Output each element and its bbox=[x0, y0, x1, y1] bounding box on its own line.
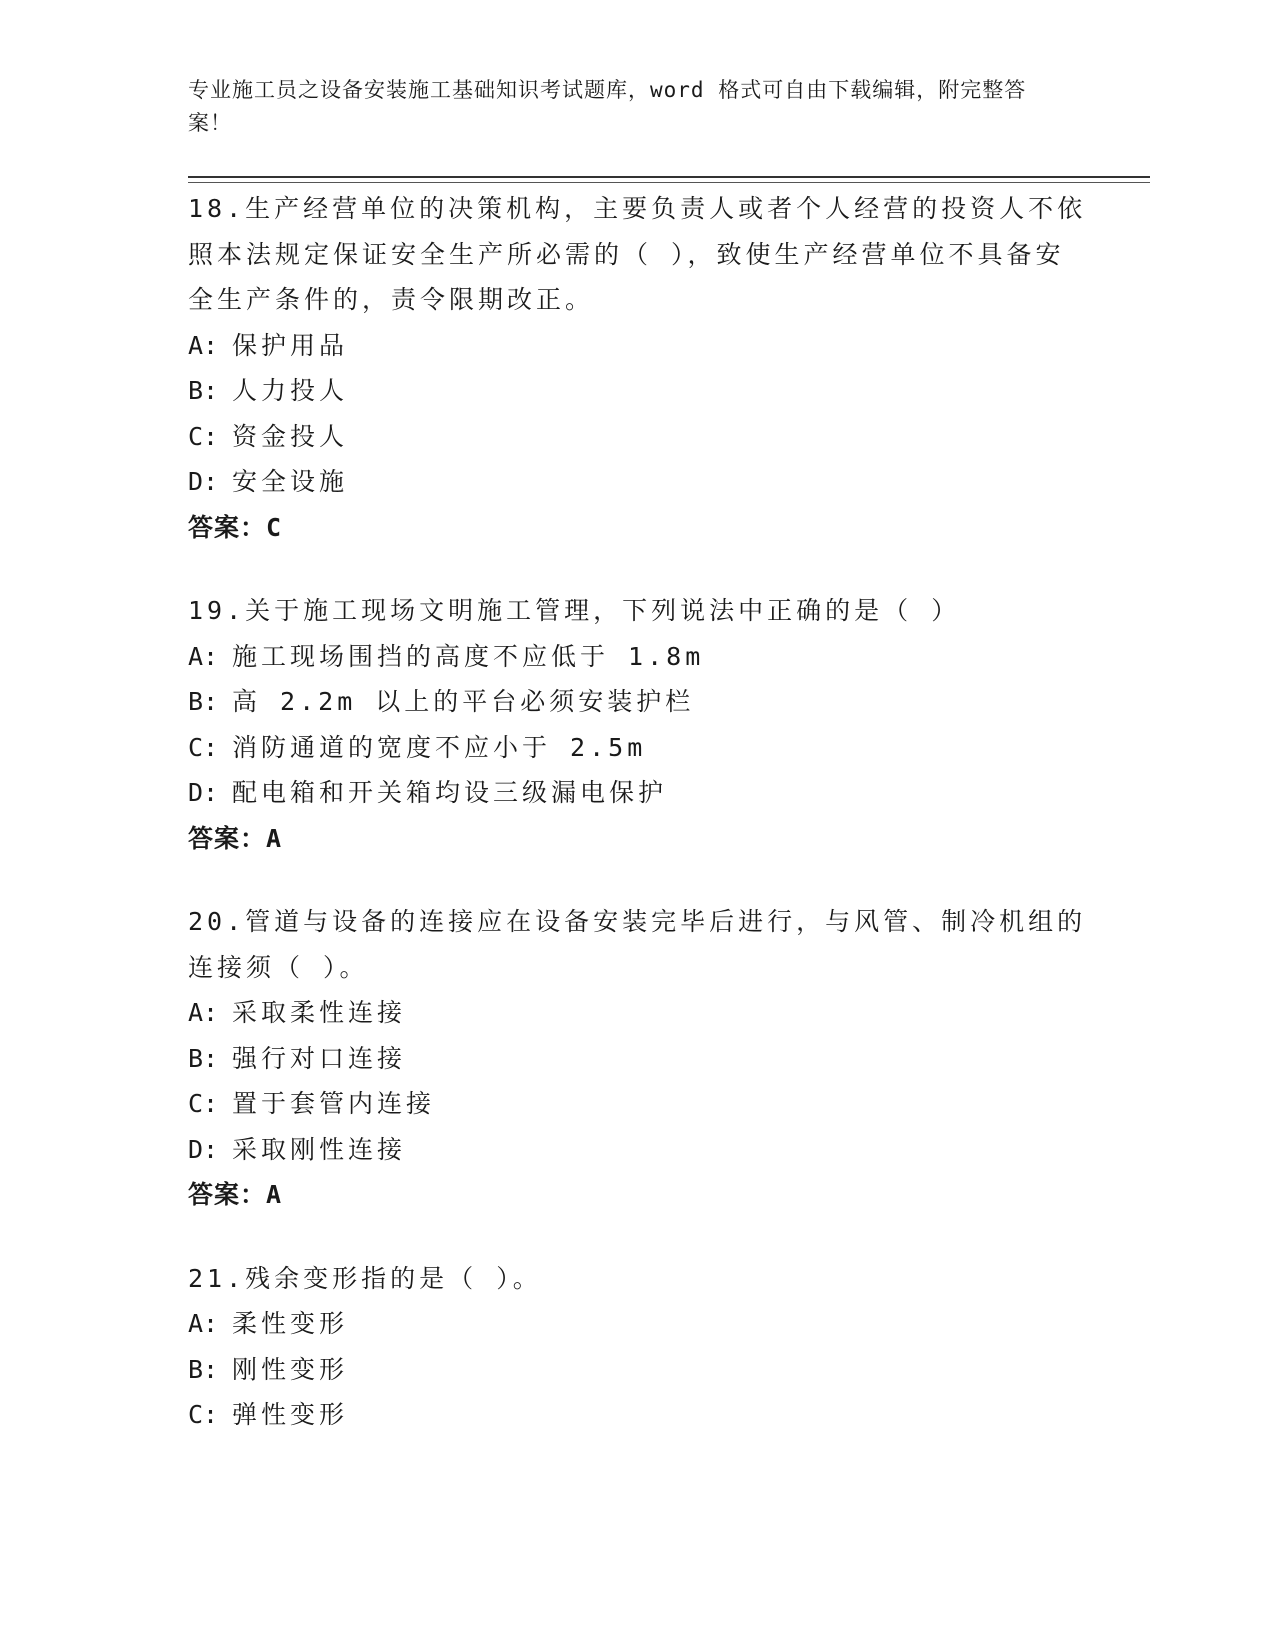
option-text: 消防通道的宽度不应小于 2.5m bbox=[232, 732, 647, 762]
option-c bbox=[188, 725, 1088, 771]
option-key: B: bbox=[188, 1043, 219, 1073]
option-a bbox=[188, 1301, 1088, 1347]
option-b bbox=[188, 679, 1088, 725]
question-text: 19.关于施工现场文明施工管理，下列说法中正确的是（ ） bbox=[188, 596, 961, 625]
answer-line: 答案：C bbox=[188, 512, 283, 542]
option-d bbox=[188, 459, 1088, 505]
option-key: B: bbox=[188, 687, 219, 716]
option-d bbox=[188, 1127, 1088, 1173]
question-text: 20.管道与设备的连接应在设备安装完毕后进行，与风管、制冷机组的连接须（ ）。 bbox=[188, 907, 1087, 982]
option-text: 采取柔性连接 bbox=[232, 998, 407, 1027]
option-d bbox=[188, 770, 1088, 816]
document-header: 专业施工员之设备安装施工基础知识考试题库，word 格式可自由下载编辑，附完整答案！ bbox=[188, 78, 1027, 135]
option-key: A: bbox=[188, 641, 219, 671]
option-text: 高 2.2m 以上的平台必须安装护栏 bbox=[232, 687, 695, 716]
option-key: C: bbox=[188, 1089, 219, 1118]
option-text: 配电箱和开关箱均设三级漏电保护 bbox=[232, 778, 668, 807]
option-text: 人力投人 bbox=[232, 376, 349, 405]
option-a bbox=[188, 634, 1088, 680]
option-c bbox=[188, 1081, 1088, 1127]
question-18 bbox=[188, 186, 1088, 550]
option-c bbox=[188, 414, 1088, 460]
option-key: A: bbox=[188, 330, 219, 360]
option-text: 强行对口连接 bbox=[232, 1043, 407, 1073]
option-b bbox=[188, 1036, 1088, 1082]
question-19 bbox=[188, 588, 1088, 861]
option-text: 安全设施 bbox=[232, 467, 349, 496]
option-text: 采取刚性连接 bbox=[232, 1134, 407, 1164]
option-c bbox=[188, 1392, 1088, 1438]
question-21 bbox=[188, 1256, 1088, 1438]
option-text: 资金投人 bbox=[232, 421, 349, 451]
option-a bbox=[188, 990, 1088, 1036]
option-text: 施工现场围挡的高度不应低于 1.8m bbox=[232, 641, 705, 671]
option-b bbox=[188, 1347, 1088, 1393]
option-key: A: bbox=[188, 1309, 219, 1338]
answer-line: 答案：A bbox=[188, 1180, 283, 1209]
question-text: 18.生产经营单位的决策机构，主要负责人或者个人经营的投资人不依照本法规定保证安全生产所必需的（ ），致使生产经营单位不具备安全生产条件的，责令限期改正。 bbox=[188, 194, 1087, 314]
option-key: B: bbox=[188, 376, 219, 405]
option-b bbox=[188, 368, 1088, 414]
option-text: 置于套管内连接 bbox=[232, 1089, 436, 1118]
option-key: C: bbox=[188, 732, 219, 762]
option-key: C: bbox=[188, 1400, 219, 1429]
option-text: 保护用品 bbox=[232, 330, 349, 360]
question-20 bbox=[188, 899, 1088, 1218]
option-text: 柔性变形 bbox=[232, 1309, 349, 1338]
option-key: B: bbox=[188, 1354, 219, 1384]
option-key: D: bbox=[188, 467, 219, 496]
option-key: A: bbox=[188, 998, 219, 1027]
option-key: C: bbox=[188, 421, 219, 451]
answer-line: 答案：A bbox=[188, 823, 283, 853]
option-a bbox=[188, 323, 1088, 369]
header-divider-thick bbox=[188, 176, 1150, 178]
question-list bbox=[188, 186, 1088, 1476]
header-divider-thin bbox=[188, 182, 1150, 183]
option-text: 刚性变形 bbox=[232, 1354, 349, 1384]
option-key: D: bbox=[188, 778, 219, 807]
option-text: 弹性变形 bbox=[232, 1400, 349, 1429]
question-text: 21.残余变形指的是（ ）。 bbox=[188, 1263, 542, 1293]
option-key: D: bbox=[188, 1134, 219, 1164]
